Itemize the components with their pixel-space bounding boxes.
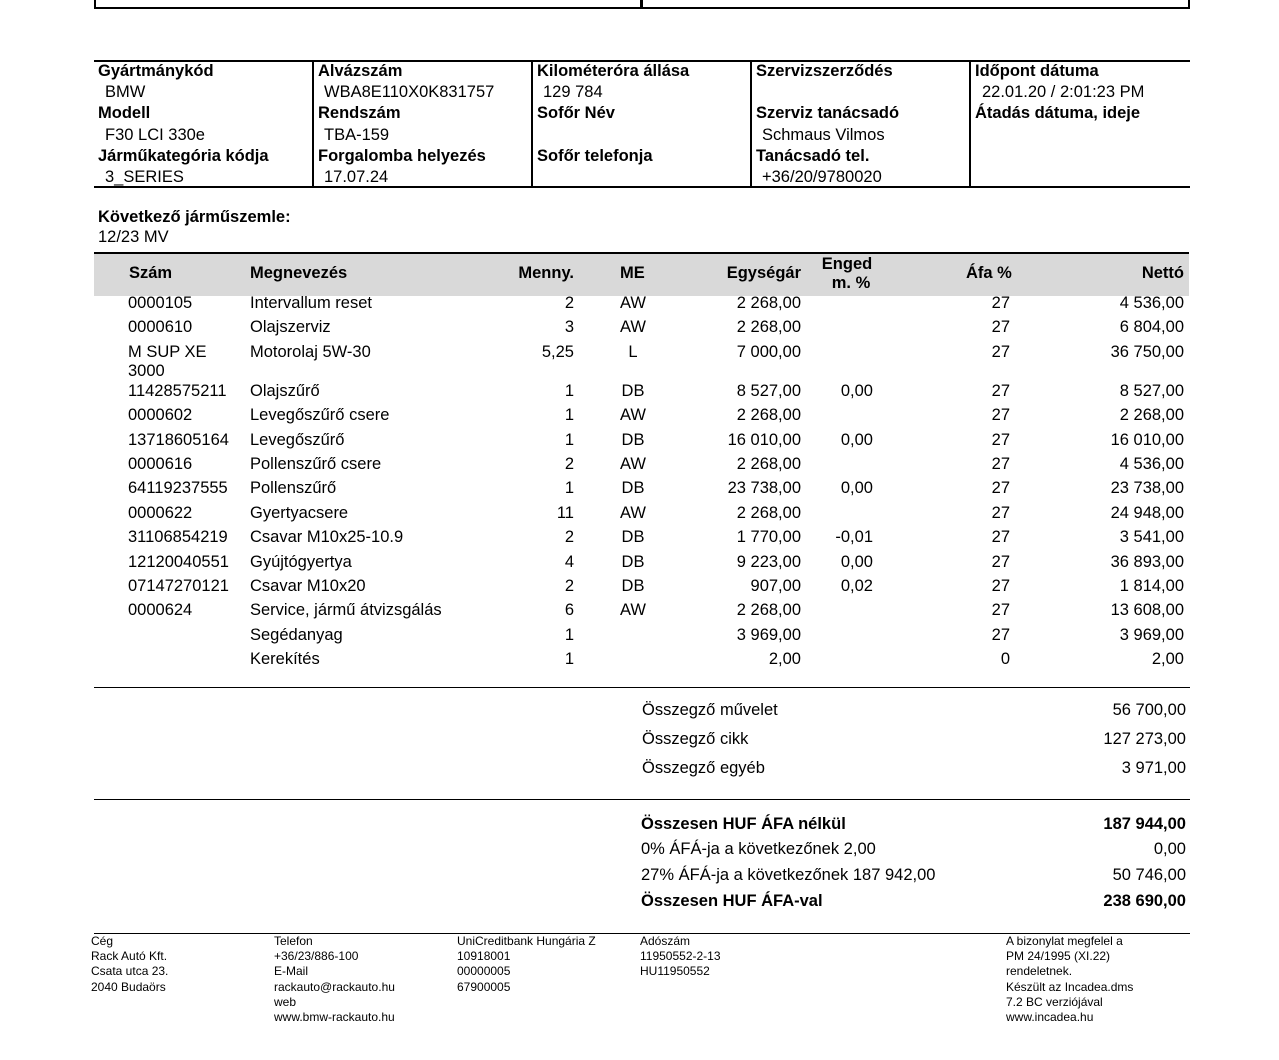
cell-unit: DB [621,430,645,449]
grid-divider [531,61,533,187]
cell-name: Segédanyag [250,625,343,644]
col-name: Megnevezés [250,264,348,282]
footer-phone: +36/23/886-100 [274,949,359,964]
cell-number: M SUP XE [128,342,207,361]
table-row [0,650,1279,674]
cell-unit-price: 1 770,00 [736,528,801,547]
cell-unit-price: 2,00 [768,650,801,669]
cell-net: 24 948,00 [1110,503,1184,522]
footer-bank-line: 00000005 [457,964,511,979]
footer-tax-number: 11950552-2-13 [640,949,721,964]
cell-net: 36 893,00 [1110,552,1184,571]
table-row [0,431,1279,455]
col-unit-price: Egységár [726,264,801,282]
total-net-label: Összesen HUF ÁFA nélkül [641,815,846,833]
table-row [0,294,1279,318]
model: F30 LCI 330e [105,126,205,144]
total-net-value: 187 944,00 [1103,815,1186,833]
cell-net: 3 969,00 [1119,625,1184,644]
cell-vat: 27 [991,552,1010,571]
cell-name: Kerekítés [250,650,320,669]
cell-net: 8 527,00 [1119,381,1184,400]
footer-company-street: Csata utca 23. [91,964,169,979]
cell-vat: 0 [1000,650,1010,669]
footer-note-line: PM 24/1995 (XI.22) [1006,949,1111,964]
cell-qty: 11 [556,503,574,522]
cell-unit: AW [620,503,646,522]
category: 3_SERIES [105,168,184,186]
cell-qty: 5,25 [541,342,574,361]
cell-number: 11428575211 [128,381,227,400]
footer-note-line: A bizonylat megfelel a [1006,934,1123,948]
cell-vat: 27 [991,318,1010,337]
subtotal-parts-label: Összegző cikk [642,730,749,748]
cell-vat: 27 [991,601,1010,620]
cell-unit-price: 907,00 [750,577,801,595]
cell-unit-price: 2 268,00 [736,294,801,312]
cell-number: 31106854219 [128,528,228,547]
table-row [0,382,1279,406]
col-unit: ME [620,264,645,282]
total-gross-value: 238 690,00 [1103,892,1186,910]
cell-discount: 0,00 [840,479,873,498]
appointment-date: 22.01.20 / 2:01:23 PM [982,83,1145,101]
advisor-label: Szerviz tanácsadó [756,104,900,122]
footer-web-heading: web [274,994,297,1009]
cell-name: Motorolaj 5W-30 [250,342,371,361]
cell-number: 0000105 [128,294,193,312]
grid-divider [969,61,971,187]
chassis-label: Alvázszám [318,62,403,80]
cell-discount: -0,01 [835,528,873,547]
grid-divider [312,61,314,187]
vat27-value: 50 746,00 [1112,866,1186,884]
cell-number: 07147270121 [128,577,229,595]
cell-number: 0000622 [128,503,193,522]
date-label: Időpont dátuma [975,62,1099,80]
cell-qty: 2 [564,455,574,473]
cell-unit-price: 16 010,00 [727,430,801,449]
subtotal-operations-value: 56 700,00 [1112,701,1186,719]
handover-label: Átadás dátuma, ideje [975,104,1141,122]
table-row [0,504,1279,528]
cell-unit: AW [620,318,646,337]
cell-unit: AW [620,406,646,425]
cell-name: Olajszerviz [250,318,331,337]
cell-name: Pollenszűrő csere [250,455,382,473]
cell-qty: 1 [564,381,574,400]
cell-qty: 2 [564,294,574,312]
col-vat: Áfa % [966,264,1012,282]
cell-net: 36 750,00 [1110,342,1184,361]
cell-number: 0000610 [128,318,193,337]
plate-label: Rendszám [318,104,401,122]
inspection-label: Következő járműszemle: [98,208,291,226]
cell-net: 13 608,00 [1110,601,1184,620]
footer-note [1006,934,1133,1025]
cell-unit: DB [621,577,645,595]
subtotal-operations-label: Összegző művelet [642,701,778,719]
cell-qty: 1 [564,406,574,425]
cell-net: 1 814,00 [1119,577,1184,595]
footer-email-heading: E-Mail [274,964,309,979]
cell-unit: AW [620,601,646,620]
footer-tax [640,934,721,980]
inspection-value: 12/23 MV [98,228,169,246]
cell-qty: 4 [564,552,574,571]
cell-unit-price: 2 268,00 [736,406,801,425]
cell-number: 0000602 [128,406,193,425]
cell-vat: 27 [991,294,1010,312]
subtotal-bottom-line [94,799,1190,800]
subtotal-other-label: Összegző egyéb [642,759,765,777]
cell-net: 6 804,00 [1119,318,1184,337]
footer-bank-line: 10918001 [457,949,511,964]
cell-name: Csavar M10x25-10.9 [250,528,404,547]
vat0-value: 0,00 [1153,840,1186,858]
cell-qty: 1 [564,430,574,449]
cell-name: Intervallum reset [250,294,372,312]
cell-vat: 27 [991,430,1010,449]
advisor-phone: +36/20/9780020 [762,168,882,186]
table-row [0,626,1279,650]
subtotal-parts-value: 127 273,00 [1103,730,1186,748]
cell-vat: 27 [991,479,1010,498]
cell-unit-price: 2 268,00 [736,455,801,473]
cell-unit: DB [621,528,645,547]
cell-qty: 2 [564,577,574,595]
footer-web: www.bmw-rackauto.hu [274,1009,395,1024]
grid-divider [750,61,752,187]
cell-net: 3 541,00 [1119,528,1184,547]
table-row [0,406,1279,430]
contract-label: Szervizszerződés [756,62,893,80]
cell-discount: 0,00 [840,552,873,571]
cell-unit-price: 2 268,00 [736,601,801,620]
table-row [0,528,1279,552]
cell-vat: 27 [991,528,1010,547]
cell-vat: 27 [991,577,1010,595]
footer-company-name: Rack Autó Kft. [91,949,168,964]
cell-unit: AW [620,294,646,312]
chassis-number: WBA8E110X0K831757 [324,83,495,101]
registration-label: Forgalomba helyezés [318,147,486,165]
table-row [0,479,1279,503]
footer-email: rackauto@rackauto.hu [274,979,395,994]
cell-name: Olajszűrő [250,381,320,400]
cell-net: 2,00 [1151,650,1184,669]
cell-unit-price: 7 000,00 [736,342,801,361]
cell-net: 4 536,00 [1119,294,1184,312]
cell-name: Gyújtógyertya [250,552,352,571]
model-label: Modell [98,104,151,122]
cell-unit-price: 23 738,00 [727,479,801,498]
cell-name: Levegőszűrő [250,430,345,449]
footer-company-city: 2040 Budaörs [91,979,166,994]
footer-company [91,934,168,995]
cell-discount: 0,02 [840,577,873,595]
cell-unit-price: 2 268,00 [736,503,801,522]
cell-vat: 27 [991,455,1010,473]
cell-unit: L [628,342,638,361]
grid-bottom-line [94,186,1190,188]
footer-bank-line: 67900005 [457,979,511,994]
table-row [0,601,1279,625]
subtotal-other-value: 3 971,00 [1121,759,1186,777]
cell-name: Csavar M10x20 [250,577,366,595]
driver-label: Sofőr Név [537,104,615,122]
cell-unit: AW [620,455,646,473]
footer-note-line: rendeletnek. [1006,964,1073,979]
cell-net: 23 738,00 [1110,479,1184,498]
footer-note-line: www.incadea.hu [1006,1009,1094,1024]
cell-qty: 3 [564,318,574,337]
col-number: Szám [129,264,173,282]
vat27-label: 27% ÁFÁ-ja a következőnek 187 942,00 [641,866,936,884]
driver-phone-label: Sofőr telefonja [537,147,653,165]
cell-unit: DB [621,479,645,498]
table-row [0,318,1279,342]
manufacturer-code-label: Gyártmánykód [98,62,214,80]
table-row [0,342,1279,380]
cell-unit-price: 3 969,00 [736,625,801,644]
cell-unit-price: 2 268,00 [736,318,801,337]
cell-net: 16 010,00 [1110,430,1184,449]
cell-vat: 27 [991,503,1010,522]
plate-number: TBA-159 [324,126,390,144]
cell-qty: 6 [564,601,574,620]
footer-bank [457,934,596,995]
footer-eu-tax-number: HU11950552 [640,964,710,979]
cell-number: 13718605164 [128,430,229,449]
footer-tax-heading: Adószám [640,934,691,948]
footer-contact [274,934,395,1025]
col-qty: Menny. [518,264,574,282]
table-row [0,553,1279,577]
cell-qty: 1 [564,650,574,669]
footer-phone-heading: Telefon [274,934,313,948]
advisor-name: Schmaus Vilmos [762,126,885,144]
cell-discount: 0,00 [840,430,873,449]
cell-vat: 27 [991,381,1010,400]
cell-qty: 1 [564,479,574,498]
cell-net: 4 536,00 [1119,455,1184,473]
cell-vat: 27 [991,342,1010,361]
cell-number: 12120040551 [128,552,229,571]
footer-note-line: 7.2 BC verziójával [1006,994,1103,1009]
cell-unit: DB [621,381,645,400]
manufacturer-code: BMW [105,83,146,101]
registration-date: 17.07.24 [324,168,389,186]
total-gross-label: Összesen HUF ÁFA-val [641,892,823,910]
footer-company-heading: Cég [91,934,114,948]
cell-unit-price: 9 223,00 [736,552,801,571]
cell-vat: 27 [991,625,1010,644]
footer-bank-name: UniCreditbank Hungária Z [457,934,596,948]
table-row [0,455,1279,479]
top-box-left [94,0,642,9]
category-label: Járműkategória kódja [98,147,269,165]
cell-unit: DB [621,552,645,571]
col-net: Nettó [1141,264,1184,282]
odometer-value: 129 784 [543,83,603,101]
cell-name: Service, jármű átvizsgálás [250,601,442,620]
cell-name: Gyertyacsere [250,503,349,522]
cell-number: 0000616 [128,455,193,473]
cell-name: Pollenszűrő [250,479,337,498]
cell-number-continuation: 3000 [128,361,165,380]
cell-unit-price: 8 527,00 [736,381,801,400]
table-bottom-line [94,687,1190,688]
advisor-phone-label: Tanácsadó tel. [756,147,870,165]
top-box-right [641,0,1190,9]
cell-qty: 2 [564,528,574,547]
cell-name: Levegőszűrő csere [250,406,390,425]
table-row [0,577,1279,601]
vat0-label: 0% ÁFÁ-ja a következőnek 2,00 [641,840,876,858]
footer-note-line: Készült az Incadea.dms [1006,979,1134,994]
cell-number: 0000624 [128,601,193,620]
cell-qty: 1 [564,625,574,644]
col-discount-line1: Enged [821,255,873,273]
col-discount-line2: m. % [831,274,871,292]
cell-number: 64119237555 [128,479,228,498]
cell-vat: 27 [991,406,1010,425]
cell-net: 2 268,00 [1119,406,1184,425]
odometer-label: Kilométeróra állása [537,62,690,80]
cell-discount: 0,00 [840,381,873,400]
